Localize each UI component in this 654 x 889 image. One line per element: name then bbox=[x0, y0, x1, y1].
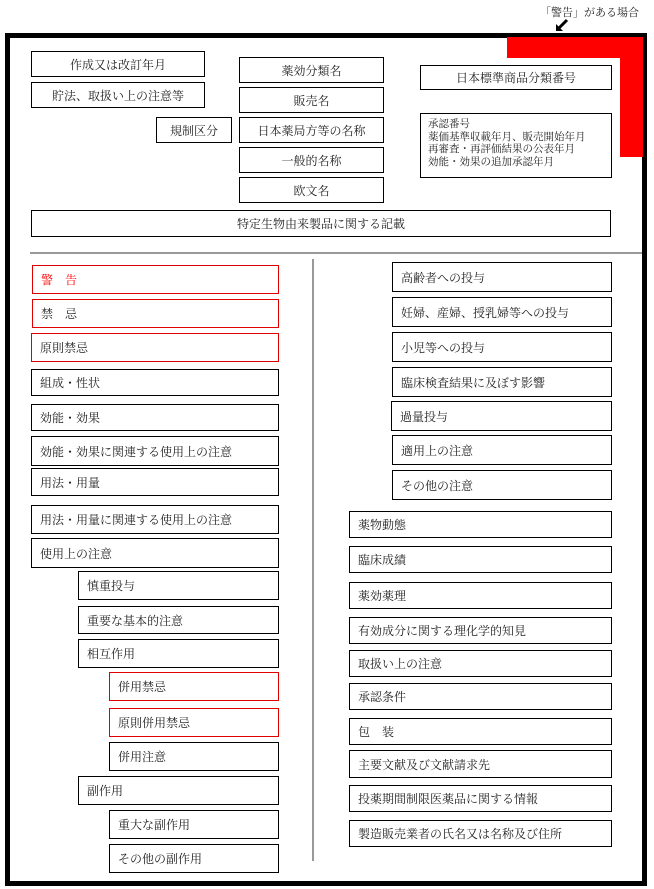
pharmacology-box bbox=[349, 582, 612, 609]
packaging-box bbox=[349, 718, 612, 745]
packaging-label: 包 装 bbox=[358, 725, 395, 739]
principle-contraindications-label: 原則禁忌 bbox=[40, 341, 89, 355]
lab-effects-label: 臨床検査結果に及ぼす影響 bbox=[401, 375, 546, 390]
storage-label: 貯法、取扱い上の注意等 bbox=[51, 88, 184, 103]
approval-line: 薬価基準収載年月、販売開始年月 bbox=[428, 130, 586, 143]
arrow-down-left-icon bbox=[554, 17, 570, 33]
coadmin-contraindicated-box bbox=[109, 672, 279, 701]
serious-adverse-label: 重大な副作用 bbox=[118, 818, 191, 832]
serious-adverse-box bbox=[109, 810, 279, 839]
careful-admin-box bbox=[78, 571, 279, 600]
handling-box bbox=[349, 650, 612, 677]
indications-precautions-box bbox=[31, 436, 279, 466]
approval-line: 承認番号 bbox=[428, 118, 470, 130]
dosage-box bbox=[31, 468, 279, 496]
indications-label: 効能・効果 bbox=[40, 411, 101, 425]
column-divider bbox=[312, 259, 314, 861]
therapeutic-class-box bbox=[239, 57, 384, 83]
references-box bbox=[349, 750, 612, 778]
storage-box bbox=[31, 82, 205, 108]
jp-name-label: 日本薬局方等の名称 bbox=[257, 123, 366, 138]
generic-name-label: 一般的名称 bbox=[281, 153, 342, 168]
clinical-results-box bbox=[349, 546, 612, 573]
standard-code-box bbox=[420, 65, 612, 90]
other-precautions-box bbox=[392, 470, 612, 500]
composition-label: 組成・性状 bbox=[40, 376, 101, 390]
contraindications-box bbox=[32, 299, 279, 328]
manufacturer-box bbox=[349, 820, 612, 847]
pharmacology-label: 薬効薬理 bbox=[358, 589, 407, 603]
important-precautions-label: 重要な基本的注意 bbox=[87, 613, 184, 628]
clinical-results-label: 臨床成績 bbox=[358, 553, 407, 567]
interactions-box bbox=[78, 639, 279, 668]
pregnant-label: 妊婦、産婦、授乳婦等への投与 bbox=[401, 305, 570, 320]
pharmacokinetics-label: 薬物動態 bbox=[358, 518, 407, 532]
bio-products-label: 特定生物由来製品に関する記載 bbox=[236, 217, 405, 231]
regulation-label: 規制区分 bbox=[169, 123, 218, 138]
dosage-precautions-box bbox=[31, 505, 279, 534]
physicochemical-box bbox=[349, 617, 612, 644]
dosage-label: 用法・用量 bbox=[40, 475, 101, 490]
careful-admin-label: 慎重投与 bbox=[87, 579, 136, 593]
elderly-label: 高齢者への投与 bbox=[401, 270, 486, 285]
coadmin-contraindicated-label: 併用禁忌 bbox=[118, 680, 167, 694]
overdose-box bbox=[391, 401, 612, 431]
western-name-label: 欧文名 bbox=[293, 183, 330, 198]
lab-effects-box bbox=[392, 367, 612, 397]
manufacturer-label: 製造販売業者の氏名又は名称及び住所 bbox=[358, 827, 563, 841]
other-adverse-label: その他の副作用 bbox=[118, 852, 203, 866]
approval-line: 効能・効果の追加承認年月 bbox=[428, 155, 554, 168]
section-divider bbox=[30, 252, 642, 254]
principle-contraindications-box bbox=[31, 333, 279, 362]
handling-label: 取扱い上の注意 bbox=[358, 657, 443, 671]
pediatric-box bbox=[392, 332, 612, 362]
principle-coadmin-contraindicated-label: 原則併用禁忌 bbox=[118, 716, 191, 730]
application-box bbox=[392, 435, 612, 465]
therapeutic-class-label: 薬効分類名 bbox=[281, 63, 342, 78]
standard-code-label: 日本標準商品分類番号 bbox=[455, 71, 576, 85]
creation-date-box bbox=[31, 51, 205, 77]
elderly-box bbox=[392, 262, 612, 292]
coadmin-caution-label: 併用注意 bbox=[118, 750, 167, 764]
indications-box bbox=[31, 404, 279, 431]
other-adverse-box bbox=[109, 844, 279, 873]
other-precautions-label: その他の注意 bbox=[401, 478, 474, 493]
creation-date-label: 作成又は改訂年月 bbox=[69, 57, 166, 72]
bio-products-box bbox=[31, 210, 611, 237]
contraindications-label: 禁 忌 bbox=[41, 307, 78, 321]
warning-annotation-label: 「警告」がある場合 bbox=[540, 6, 639, 19]
warning-red-band-side bbox=[620, 37, 643, 157]
approval-conditions-label: 承認条件 bbox=[358, 690, 407, 704]
approval-line: 再審査・再評価結果の公表年月 bbox=[428, 143, 575, 155]
period-limit-label: 投薬期間制限医薬品に関する情報 bbox=[358, 792, 539, 806]
dosage-precautions-label: 用法・用量に関連する使用上の注意 bbox=[40, 513, 233, 527]
brand-name-label: 販売名 bbox=[293, 93, 330, 108]
brand-name-box bbox=[239, 87, 384, 113]
composition-box bbox=[31, 369, 279, 396]
approval-conditions-box bbox=[349, 683, 612, 710]
interactions-label: 相互作用 bbox=[87, 647, 136, 661]
approval-info-box bbox=[420, 113, 612, 178]
warning-label: 警 告 bbox=[41, 273, 78, 287]
pharmacokinetics-box bbox=[349, 511, 612, 538]
western-name-box bbox=[239, 177, 384, 203]
overdose-label: 過量投与 bbox=[400, 409, 449, 424]
principle-coadmin-contraindicated-box bbox=[109, 708, 279, 737]
precautions-label: 使用上の注意 bbox=[40, 546, 113, 561]
indications-precautions-label: 効能・効果に関連する使用上の注意 bbox=[40, 444, 233, 459]
warning-box bbox=[32, 265, 279, 294]
pediatric-label: 小児等への投与 bbox=[401, 340, 486, 355]
coadmin-caution-box bbox=[109, 742, 279, 771]
regulation-box bbox=[156, 117, 232, 143]
precautions-box bbox=[31, 538, 279, 568]
application-label: 適用上の注意 bbox=[401, 443, 474, 458]
adverse-reactions-label: 副作用 bbox=[87, 784, 124, 798]
adverse-reactions-box bbox=[78, 776, 279, 805]
period-limit-box bbox=[349, 785, 612, 812]
references-label: 主要文献及び文献請求先 bbox=[358, 757, 491, 772]
important-precautions-box bbox=[78, 606, 279, 634]
physicochemical-label: 有効成分に関する理化学的知見 bbox=[358, 624, 527, 638]
jp-name-box bbox=[239, 117, 384, 143]
generic-name-box bbox=[239, 147, 384, 173]
pregnant-box bbox=[392, 297, 612, 327]
